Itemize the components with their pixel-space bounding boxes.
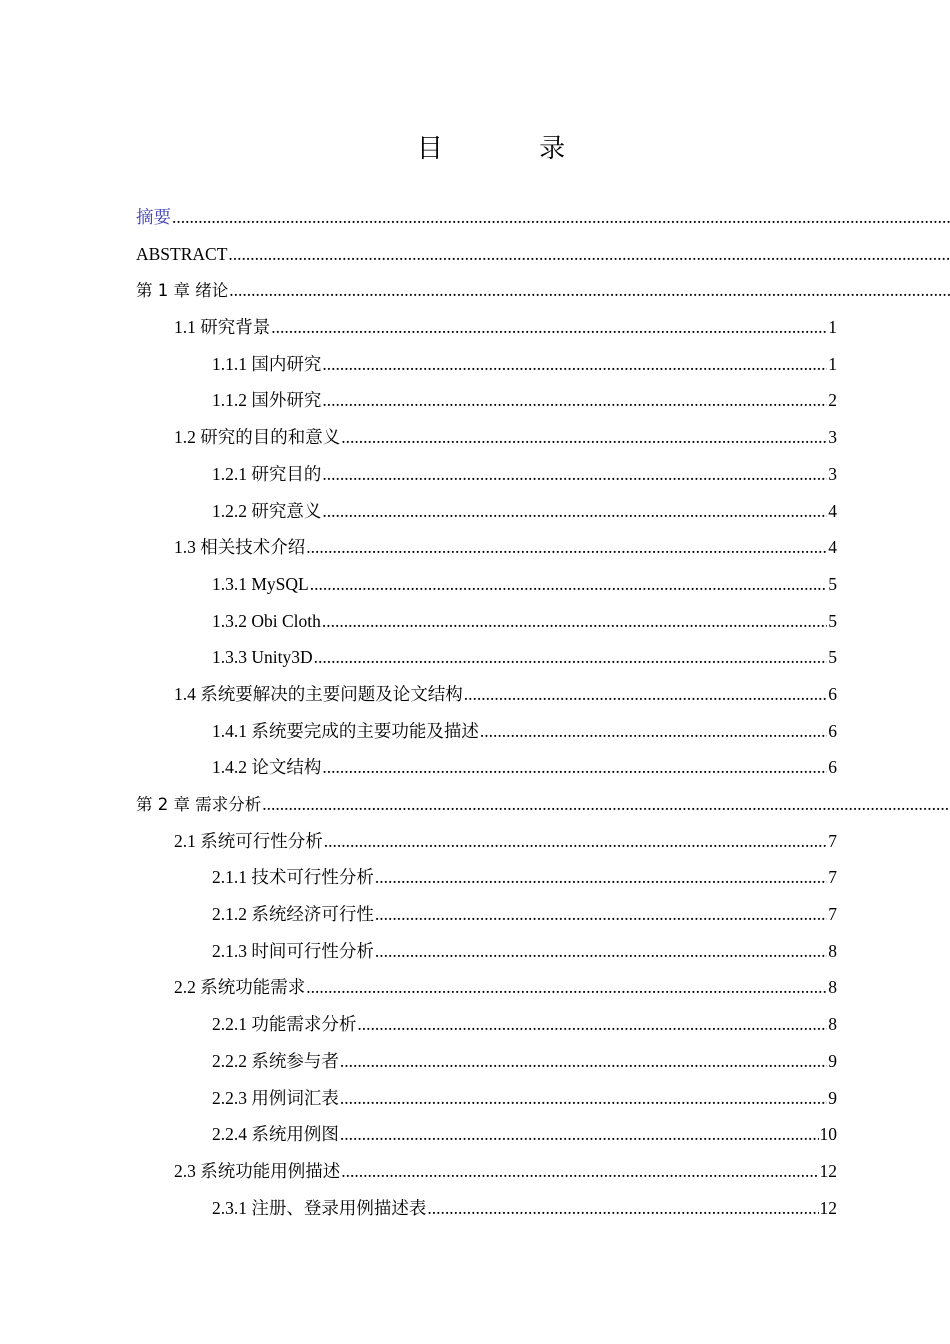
toc-leader-dots — [375, 933, 827, 970]
toc-entry[interactable] — [0, 1006, 950, 1043]
toc-leader-dots — [172, 199, 950, 236]
toc-entry[interactable] — [0, 199, 950, 236]
toc-entry[interactable] — [0, 309, 950, 346]
toc-entry[interactable] — [0, 786, 950, 823]
toc-entry-label: 1.3 相关技术介绍 — [174, 537, 306, 558]
toc-page-number: 4 — [828, 500, 837, 521]
toc-page-number: 1 — [828, 317, 837, 338]
toc-entry-label: 第 2 章 需求分析 — [136, 795, 262, 814]
toc-leader-dots — [340, 1043, 827, 1080]
toc-entry[interactable] — [0, 859, 950, 896]
toc-entry-label: ABSTRACT — [136, 243, 228, 264]
toc-entry[interactable] — [0, 1080, 950, 1117]
toc-leader-dots — [357, 1006, 827, 1043]
toc-leader-dots — [340, 1080, 827, 1117]
toc-leader-dots — [427, 1190, 818, 1227]
toc-page-number: 3 — [828, 463, 837, 484]
toc-entry-label: 2.3.1 注册、登录用例描述表 — [212, 1197, 427, 1218]
toc-leader-dots — [375, 896, 827, 933]
toc-leader-dots — [310, 566, 828, 603]
toc-entry[interactable] — [0, 969, 950, 1006]
toc-entry-label: 1.3.1 MySQL — [212, 573, 309, 594]
toc-entry[interactable] — [0, 1153, 950, 1190]
toc-page-number: 5 — [828, 647, 837, 668]
toc-page-number: 7 — [828, 867, 837, 888]
toc-leader-dots — [464, 676, 828, 713]
toc-entry[interactable] — [0, 823, 950, 860]
toc-entry-label: 2.1.1 技术可行性分析 — [212, 867, 374, 888]
toc-page-number: 9 — [828, 1050, 837, 1071]
toc-page-number: 7 — [828, 904, 837, 925]
toc-page-number: 12 — [819, 1160, 837, 1181]
toc-entry-label: 1.4 系统要解决的主要问题及论文结构 — [174, 683, 463, 704]
toc-entry-label: 1.1.2 国外研究 — [212, 390, 322, 411]
toc-page-number: 7 — [828, 830, 837, 851]
toc-entry-label: 2.2.4 系统用例图 — [212, 1124, 339, 1145]
toc-page-number: 8 — [828, 977, 837, 998]
toc-entry-label: 2.1.2 系统经济可行性 — [212, 904, 374, 925]
toc-leader-dots — [341, 419, 827, 456]
toc-entry[interactable] — [0, 236, 950, 273]
toc-leader-dots — [306, 969, 827, 1006]
toc-page-number: 6 — [828, 683, 837, 704]
toc-entry-label: 1.3.2 Obi Cloth — [212, 610, 321, 631]
toc-entry[interactable] — [0, 933, 950, 970]
toc-leader-dots — [340, 1116, 819, 1153]
toc-entry-label: 2.3 系统功能用例描述 — [174, 1160, 341, 1181]
toc-page-number: 9 — [828, 1087, 837, 1108]
toc-page-number: 3 — [828, 427, 837, 448]
toc-entry-label: 第 1 章 绪论 — [136, 281, 229, 301]
toc-entry[interactable] — [0, 566, 950, 603]
toc-entry-label: 摘要 — [136, 207, 171, 227]
toc-page-number: 8 — [828, 940, 837, 961]
toc-entry-label: 1.4.2 论文结构 — [212, 757, 322, 778]
toc-entry[interactable] — [0, 1043, 950, 1080]
toc-entry[interactable] — [0, 272, 950, 309]
toc-entry-label: 1.4.1 系统要完成的主要功能及描述 — [212, 720, 479, 741]
toc-entry-label: 1.2.1 研究目的 — [212, 463, 322, 484]
toc-entry[interactable] — [0, 456, 950, 493]
toc-leader-dots — [324, 823, 828, 860]
toc-page-number: 12 — [819, 1197, 837, 1218]
toc-leader-dots — [322, 382, 827, 419]
toc-leader-dots — [229, 272, 950, 309]
toc-page-number: 10 — [819, 1124, 837, 1145]
toc-page-number: 8 — [828, 1014, 837, 1035]
toc-entry[interactable] — [0, 639, 950, 676]
toc-leader-dots — [314, 639, 828, 676]
toc-entry-label: 1.2 研究的目的和意义 — [174, 427, 341, 448]
toc-leader-dots — [262, 786, 950, 823]
toc-entry[interactable] — [0, 382, 950, 419]
toc-entry[interactable] — [0, 603, 950, 640]
toc-leader-dots — [341, 1153, 818, 1190]
toc-entry-label: 1.2.2 研究意义 — [212, 500, 322, 521]
toc-page-number: 2 — [828, 390, 837, 411]
toc-page-number: 6 — [828, 757, 837, 778]
toc-entry-label: 2.2.3 用例词汇表 — [212, 1087, 339, 1108]
toc-leader-dots — [322, 603, 827, 640]
toc-list — [0, 199, 950, 1226]
toc-entry[interactable] — [0, 896, 950, 933]
toc-leader-dots — [306, 529, 827, 566]
toc-leader-dots — [322, 346, 827, 383]
toc-leader-dots — [322, 749, 827, 786]
toc-leader-dots — [271, 309, 827, 346]
toc-entry-label: 2.1.3 时间可行性分析 — [212, 940, 374, 961]
toc-entry-label: 1.1 研究背景 — [174, 317, 271, 338]
toc-entry[interactable] — [0, 1116, 950, 1153]
toc-entry[interactable] — [0, 713, 950, 750]
toc-entry-label: 2.2.1 功能需求分析 — [212, 1014, 357, 1035]
toc-page-number: 6 — [828, 720, 837, 741]
toc-entry-label: 1.1.1 国内研究 — [212, 353, 322, 374]
toc-leader-dots — [375, 859, 827, 896]
toc-leader-dots — [322, 493, 827, 530]
toc-page-number: 1 — [828, 353, 837, 374]
toc-entry[interactable] — [0, 493, 950, 530]
toc-entry-label: 2.1 系统可行性分析 — [174, 830, 323, 851]
toc-leader-dots — [322, 456, 827, 493]
toc-page-number: 5 — [828, 573, 837, 594]
toc-entry[interactable] — [0, 529, 950, 566]
toc-entry-label: 1.3.3 Unity3D — [212, 647, 313, 668]
toc-entry[interactable] — [0, 419, 950, 456]
toc-entry-label: 2.2 系统功能需求 — [174, 977, 306, 998]
toc-entry[interactable] — [0, 676, 950, 713]
toc-page-number: 4 — [828, 537, 837, 558]
toc-page-number: 5 — [828, 610, 837, 631]
toc-entry[interactable] — [0, 1190, 950, 1227]
toc-entry[interactable] — [0, 749, 950, 786]
toc-leader-dots — [480, 713, 827, 750]
toc-entry-label: 2.2.2 系统参与者 — [212, 1050, 339, 1071]
toc-entry[interactable] — [0, 346, 950, 383]
toc-title: 目 录 — [416, 134, 610, 164]
toc-leader-dots — [228, 236, 950, 273]
